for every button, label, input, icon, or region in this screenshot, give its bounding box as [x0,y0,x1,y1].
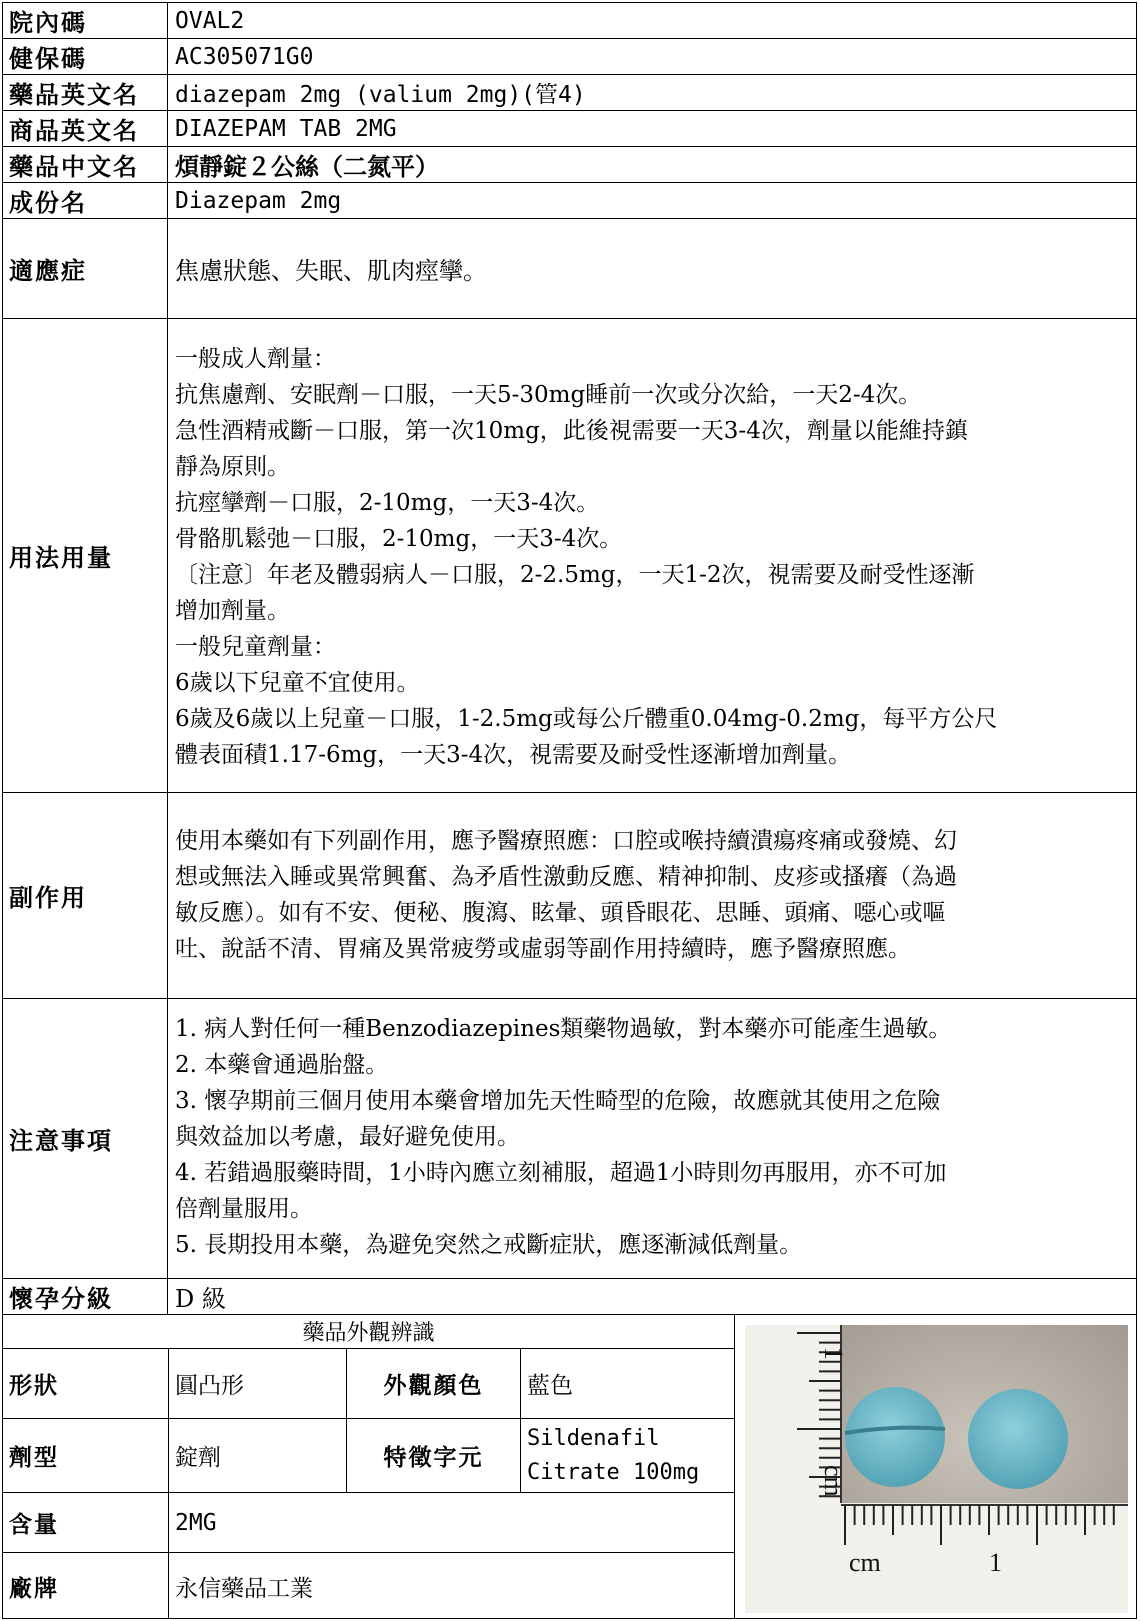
value-pregnancy: D 級 [175,1285,226,1313]
row-side-effects [2,792,1137,998]
side-effect-line: 使用本藥如有下列副作用，應予醫療照應：口腔或喉持續潰瘍疼痛或發燒、幻 [175,828,957,854]
row-dosage [2,318,1137,792]
side-effect-line: 敏反應）。如有不安、便秘、腹瀉、眩暈、頭昏眼花、思睡、頭痛、噁心或嘔 [175,900,946,926]
pill-photo-graphic [745,1325,1128,1613]
dosage-line: 抗焦慮劑、安眠劑－口服，一天5-30mg睡前一次或分次給，一天2-4次。 [175,382,922,408]
row-hospital-code [2,2,1137,38]
ruler-label-horizontal: cm [849,1548,881,1577]
dosage-line: 靜為原則。 [175,454,290,480]
dosage-line: 急性酒精戒斷－口服，第一次10mg，此後視需要一天3-4次，劑量以能維持鎮 [175,418,968,444]
appearance-section [2,1314,1137,1619]
label-color: 外觀顏色 [347,1349,521,1419]
precaution-line: 倍劑量服用。 [175,1196,313,1222]
label-form: 劑型 [3,1419,169,1493]
value-maker: 永信藥品工業 [169,1553,735,1619]
precaution-line: 與效益加以考慮，最好避免使用。 [175,1124,520,1150]
value-form: 錠劑 [169,1419,347,1493]
horizontal-ruler [745,1503,1128,1613]
ruler-number-vertical: 1 [819,1347,848,1360]
value-nhi-code: AC305071G0 [175,43,314,70]
side-effect-line: 吐、說話不清、胃痛及異常疲勞或虛弱等副作用持續時，應予醫療照應。 [175,936,911,962]
row-brand-en [2,110,1137,146]
label-drug-en: 藥品英文名 [3,75,168,110]
label-pregnancy: 懷孕分級 [3,1279,168,1314]
drug-info-sheet [2,2,1137,1619]
value-drug-zh: 煩靜錠２公絲（二氮平） [175,152,439,181]
label-dosage: 用法用量 [3,319,168,792]
dosage-line: 體表面積1.17-6mg，一天3-4次，視需要及耐受性逐漸增加劑量。 [175,742,852,768]
row-pregnancy [2,1278,1137,1314]
marking-line: Sildenafil [527,1425,660,1451]
vertical-ruler [745,1325,848,1503]
row-indication [2,218,1137,318]
label-shape: 形狀 [3,1349,169,1419]
dosage-line: 一般成人劑量： [175,346,336,372]
label-ingredient: 成份名 [3,183,168,218]
row-drug-zh [2,146,1137,182]
side-effect-line: 想或無法入睡或異常興奮、為矛盾性激動反應、精神抑制、皮疹或搔癢（為過 [175,864,957,890]
value-strength: 2MG [169,1493,735,1553]
precaution-line: 1. 病人對任何一種Benzodiazepines類藥物過敏，對本藥亦可能產生過敏。 [175,1016,952,1042]
precaution-line: 3. 懷孕期前三個月使用本藥會增加先天性畸型的危險，故應就其使用之危險 [175,1088,941,1114]
value-hospital-code: OVAL2 [175,7,245,34]
dosage-line: 6歲及6歲以上兒童－口服，1-2.5mg或每公斤體重0.04mg-0.2mg，每平方公尺 [175,706,998,732]
row-drug-en [2,74,1137,110]
row-ingredient [2,182,1137,218]
value-brand-en: DIAZEPAM TAB 2MG [175,115,397,142]
label-marking: 特徵字元 [347,1419,521,1493]
value-precautions [169,999,1136,1278]
value-ingredient: Diazepam 2mg [175,187,342,214]
row-precautions [2,998,1137,1278]
precaution-line: 4. 若錯過服藥時間，1小時內應立刻補服，超過1小時則勿再服用，亦不可加 [175,1160,947,1186]
value-dosage [169,319,1136,792]
label-nhi-code: 健保碼 [3,39,168,74]
pill-photo [745,1325,1128,1613]
label-hospital-code: 院內碼 [3,3,168,38]
value-marking [521,1419,735,1493]
appearance-title: 藥品外觀辨識 [3,1315,735,1349]
label-drug-zh: 藥品中文名 [3,147,168,182]
precaution-line: 5. 長期投用本藥，為避免突然之戒斷症狀，應逐漸減低劑量。 [175,1232,803,1258]
label-precautions: 注意事項 [3,999,168,1278]
marking-line: Citrate 100mg [527,1459,700,1485]
label-side-effects: 副作用 [3,793,168,998]
dosage-line: 抗痙攣劑－口服，2-10mg，一天3-4次。 [175,490,600,516]
pill-scored [845,1387,945,1487]
dosage-line: 6歲以下兒童不宜使用。 [175,670,420,696]
row-nhi-code [2,38,1137,74]
label-maker: 廠牌 [3,1553,169,1619]
label-brand-en: 商品英文名 [3,111,168,146]
pill-plain [968,1389,1068,1489]
value-shape: 圓凸形 [169,1349,347,1419]
dosage-line: 骨骼肌鬆弛－口服，2-10mg，一天3-4次。 [175,526,623,552]
dosage-line: 增加劑量。 [175,598,290,624]
ruler-number-horizontal: 1 [989,1548,1002,1577]
value-side-effects [169,793,1136,998]
label-indication: 適應症 [3,219,168,318]
dosage-line: 一般兒童劑量： [175,634,336,660]
ruler-label-vertical: cm [819,1465,848,1497]
dosage-line: 〔注意〕年老及體弱病人－口服，2-2.5mg，一天1-2次，視需要及耐受性逐漸 [175,562,975,588]
label-strength: 含量 [3,1493,169,1553]
value-indication: 焦慮狀態、失眠、肌肉痙攣。 [175,257,487,285]
value-color: 藍色 [521,1349,735,1419]
precaution-line: 2. 本藥會通過胎盤。 [175,1052,389,1078]
value-drug-en: diazepam 2mg (valium 2mg)(管4) [175,82,586,108]
